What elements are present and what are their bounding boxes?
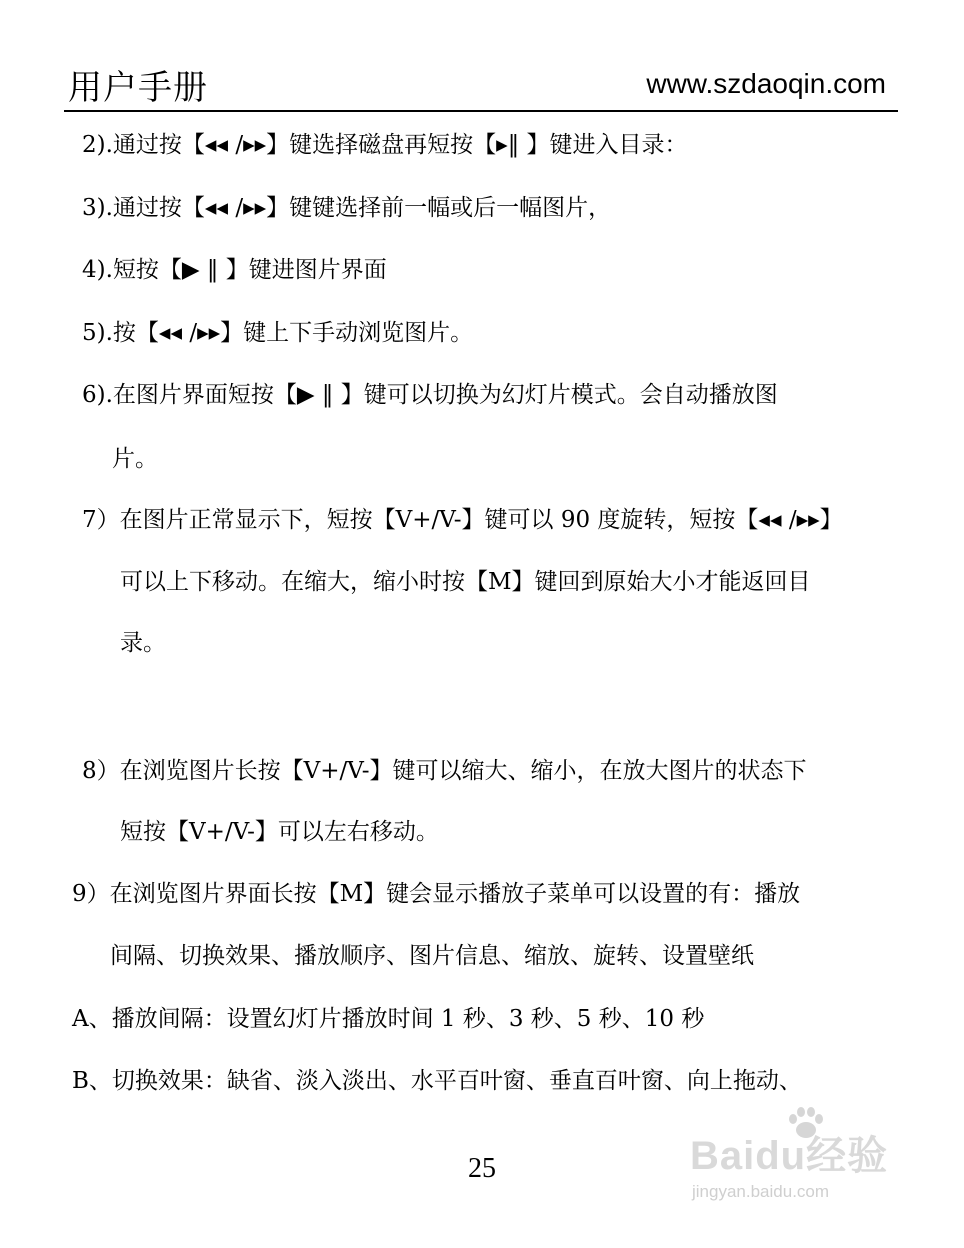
header-divider (64, 110, 898, 112)
text-line: A、播放间隔：设置幻灯片播放时间 1 秒、3 秒、5 秒、10 秒 (72, 1006, 705, 1032)
text-line: 短按【V+/V-】可以左右移动。 (120, 819, 439, 845)
text-line: 7）在图片正常显示下，短按【V+/V-】键可以 90 度旋转，短按【◂◂ /▸▸】 (82, 507, 843, 533)
text-line: 可以上下移动。在缩大，缩小时按【M】键回到原始大小才能返回目 (120, 569, 811, 595)
text-line: 3).通过按【◂◂ /▸▸】键键选择前一幅或后一幅图片， (82, 195, 612, 221)
text-line: 5).按【◂◂ /▸▸】键上下手动浏览图片。 (82, 320, 474, 346)
text-line: 2).通过按【◂◂ /▸▸】键选择磁盘再短按【▸‖ 】键进入目录： (82, 132, 688, 158)
text-line: 9）在浏览图片界面长按【M】键会显示播放子菜单可以设置的有：播放 (72, 881, 801, 907)
text-line: 录。 (120, 630, 166, 656)
text-line: 4).短按【▶ ‖ 】键进图片界面 (82, 257, 387, 283)
text-line: 6).在图片界面短按【▶ ‖ 】键可以切换为幻灯片模式。会自动播放图 (82, 382, 778, 408)
header-url: www.szdaoqin.com (646, 68, 886, 99)
text-line: B、切换效果：缺省、淡入淡出、水平百叶窗、垂直百叶窗、向上拖动、 (72, 1068, 802, 1094)
text-line: 片。 (112, 446, 158, 472)
text-line: 8）在浏览图片长按【V+/V-】键可以缩大、缩小，在放大图片的状态下 (82, 758, 807, 784)
header-title: 用户手册 (68, 68, 208, 108)
baidu-watermark (690, 1106, 920, 1216)
page-number: 25 (468, 1153, 496, 1184)
watermark-url: jingyan.baidu.com (692, 1182, 830, 1201)
watermark-logo-text: Baidu经验 (690, 1134, 889, 1178)
text-line: 间隔、切换效果、播放顺序、图片信息、缩放、旋转、设置壁纸 (110, 943, 754, 969)
